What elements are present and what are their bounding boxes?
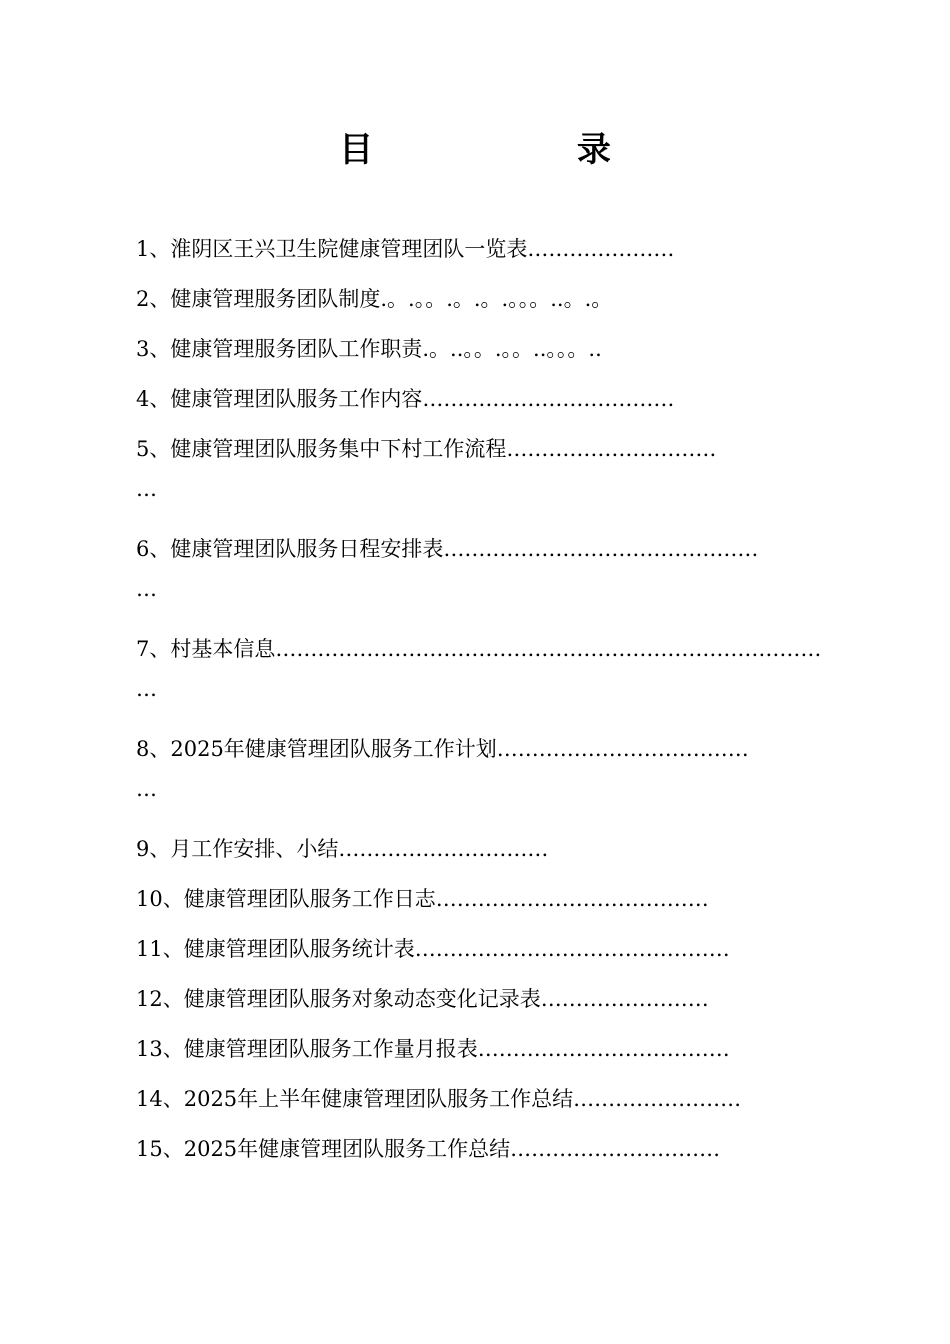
toc-entry-8[interactable]: 8、2025年健康管理团队服务工作计划………………………………: [136, 737, 749, 761]
toc-entry-7[interactable]: 7、村基本信息……………………………………………………………………: [136, 637, 822, 661]
toc-entry-13[interactable]: 13、健康管理团队服务工作量月报表………………………………: [136, 1037, 730, 1061]
toc-entry-8-continuation: …: [136, 777, 157, 801]
toc-entry-4[interactable]: 4、健康管理团队服务工作内容………………………………: [136, 387, 675, 411]
toc-entry-1[interactable]: 1、淮阴区王兴卫生院健康管理团队一览表…………………: [136, 237, 675, 261]
toc-entry-11[interactable]: 11、健康管理团队服务统计表………………………………………: [136, 937, 730, 961]
toc-entry-10[interactable]: 10、健康管理团队服务工作日志…………………………………: [136, 887, 709, 911]
toc-entry-14[interactable]: 14、2025年上半年健康管理团队服务工作总结……………………: [136, 1087, 742, 1111]
page-title: 目 录: [339, 130, 707, 170]
toc-entry-5[interactable]: 5、健康管理团队服务集中下村工作流程…………………………: [136, 437, 717, 461]
toc-entry-12[interactable]: 12、健康管理团队服务对象动态变化记录表……………………: [136, 987, 709, 1011]
toc-entry-3[interactable]: 3、健康管理服务团队工作职责.。..。。.。。..。。。..: [136, 337, 602, 361]
toc-entry-6[interactable]: 6、健康管理团队服务日程安排表………………………………………: [136, 537, 759, 561]
toc-entry-9[interactable]: 9、月工作安排、小结…………………………: [136, 837, 549, 861]
toc-entry-5-continuation: …: [136, 477, 157, 501]
toc-entry-6-continuation: …: [136, 577, 157, 601]
toc-entry-7-continuation: …: [136, 677, 157, 701]
table-of-contents: [136, 228, 888, 1178]
toc-entry-15[interactable]: 15、2025年健康管理团队服务工作总结…………………………: [136, 1137, 721, 1161]
toc-entry-2[interactable]: 2、健康管理服务团队制度.。.。。.。.。.。。。..。.。: [136, 287, 613, 311]
